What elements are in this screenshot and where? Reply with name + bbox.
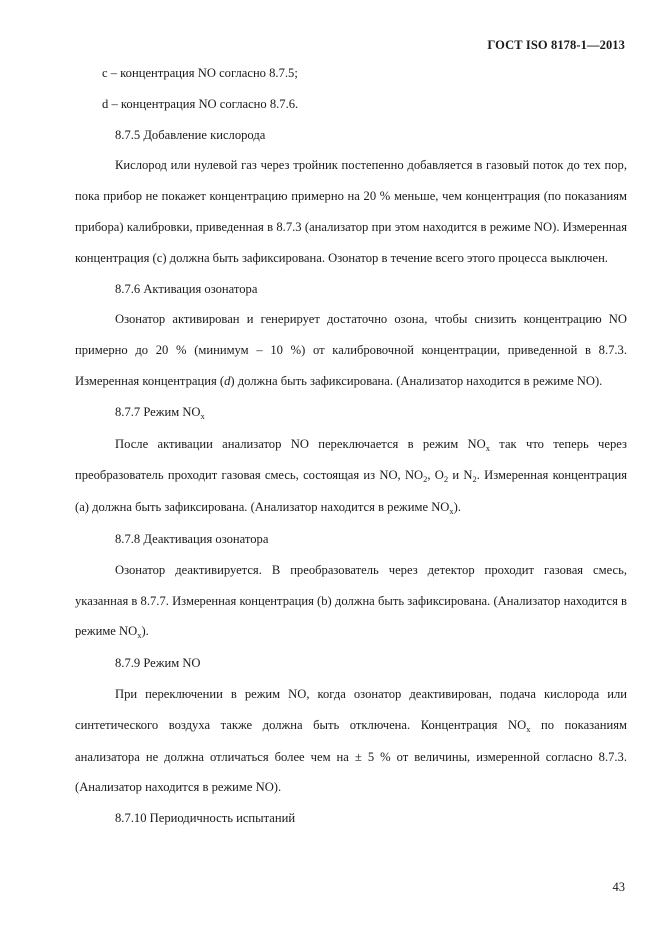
section-heading-8-7-7: 8.7.7 Режим $NO_x$ — [115, 404, 205, 421]
section-heading-8-7-8: 8.7.8 Деактивация озонатора — [115, 531, 269, 546]
section-heading-8-7-6: 8.7.6 Активация озонатора — [115, 281, 258, 296]
document-body — [75, 58, 627, 834]
section-text-8-7-8: Озонатор деактивируется. В преобразователь через детектор проходит газовая смесь, указанная в 8.7.7. Измеренная концентрация (b) должна быть зафиксирована. (Анализатор находится в режиме $NO_x$). — [75, 562, 627, 641]
section-text-8-7-9: При переключении в режим NO, когда озонатор деактивирован, подача кислорода или синтетического воздуха также должна быть отключена. Концентрация $NO_x$ по показаниям анализатора не должна отличаться более чем на ± 5 % от величины, измеренной согласно 8.7.3. (Анализатор находится в режиме NO). — [75, 686, 627, 795]
page-number: 43 — [612, 880, 625, 894]
section-text-8-7-5: Кислород или нулевой газ через тройник постепенно добавляется в газовый поток до тех пор, пока прибор не покажет концентрацию примерно на 20 % меньше, чем концентрация (по показаниям прибора) калибровки, приведенная в 8.7.3 (анализатор при этом находится в режиме NO). Измеренная концентрация (c) должна быть зафиксирована. Озонатор в течение всего этого процесса выключен. — [75, 158, 627, 265]
section-heading-8-7-9: 8.7.9 Режим NO — [115, 656, 201, 671]
document-header: ГОСТ ISO 8178-1—2013 — [487, 38, 625, 52]
section-heading-8-7-10: 8.7.10 Периодичность испытаний — [115, 811, 296, 826]
variable-d: d — [224, 373, 231, 388]
list-item-c: c – концентрация NO согласно 8.7.5; — [102, 66, 298, 80]
list-item-d: d – концентрация NO согласно 8.7.6. — [102, 96, 299, 111]
section-heading-8-7-5: 8.7.5 Добавление кислорода — [115, 127, 266, 142]
section-text-8-7-7: После активации анализатор NO переключается в режим $NO_x$ так что теперь через преобразователь проходит газовая смесь, состоящая из NO, $NO_2$, $O_2$ и $N_2$. Измеренная концентрация (a) должна быть зафиксирована. (Анализатор находится в режиме $NO_x$). — [75, 436, 627, 517]
section-text-8-7-6: Озонатор активирован и генерирует достаточно озона, чтобы снизить концентрацию NO примерно до 20 % (минимум – 10 %) от калибровочной концентрации, приведенной в 8.7.3. Измеренная концентрация (d) должна быть зафиксирована. (Анализатор находится в режиме NO). — [75, 312, 627, 388]
